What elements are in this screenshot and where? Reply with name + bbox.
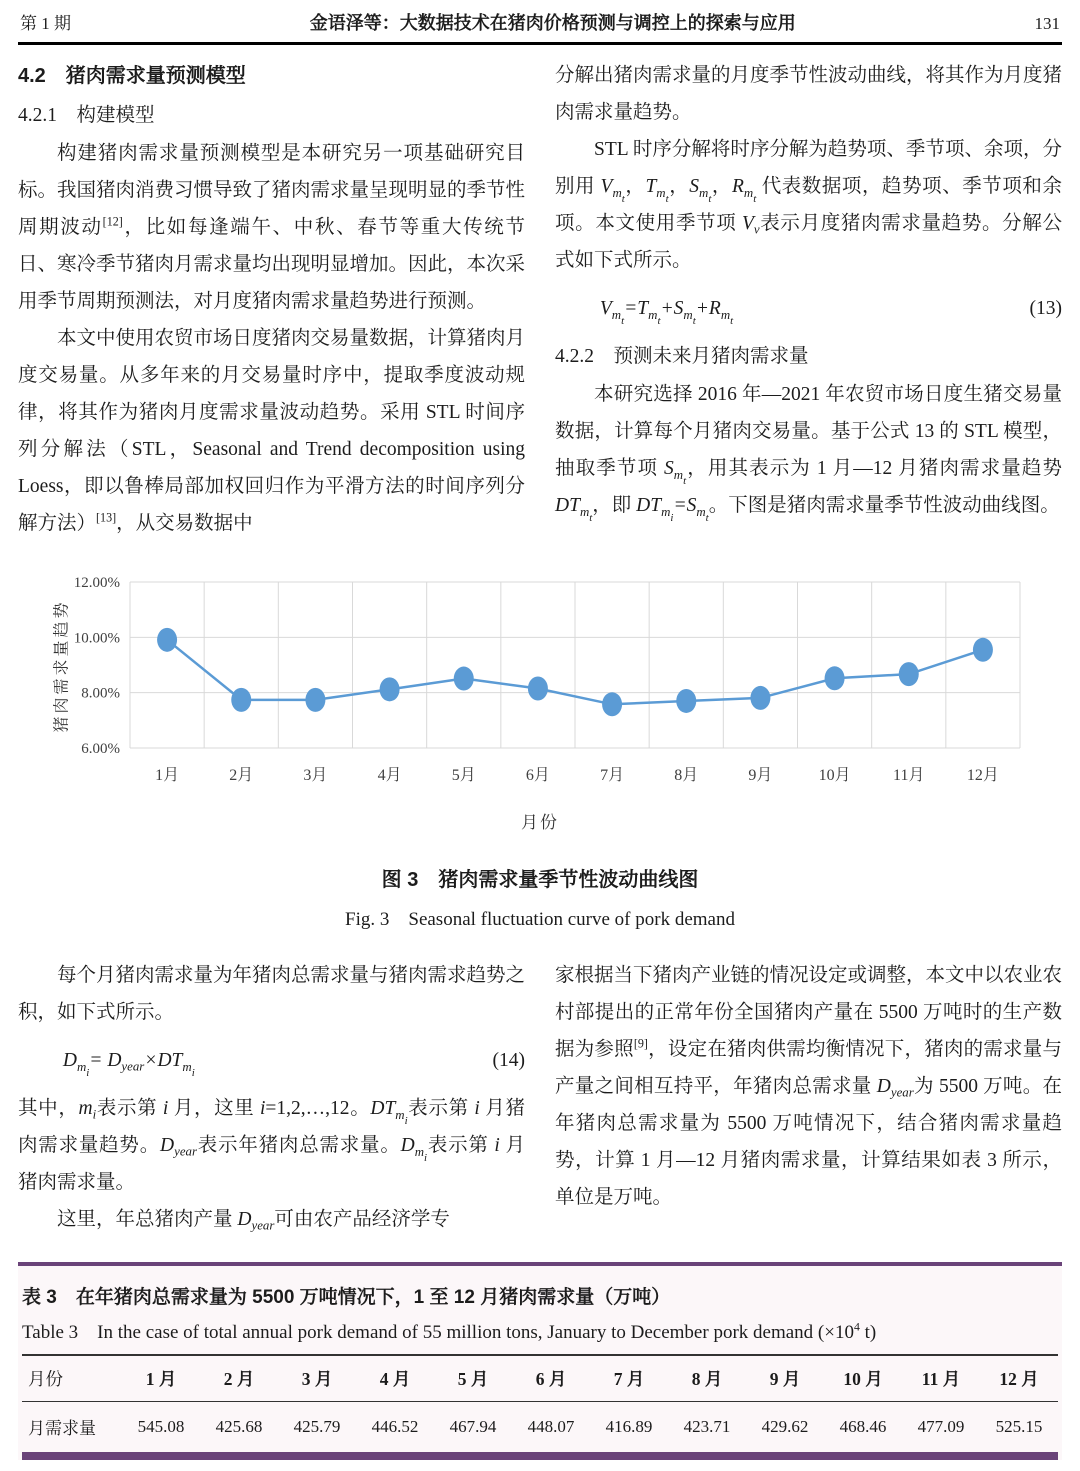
math-mi: $m_i$ [78,1098,97,1122]
figure-caption-en: Fig. 3 Seasonal fluctuation curve of pork demand [345,909,735,930]
paragraph: 构建猪肉需求量预测模型是本研究另一项基础研究目标。我国猪肉消费习惯导致了猪肉需求量呈现明显的季节性周期波动[12]，比如每逢端午、中秋、春节等重大传统节日、寒冷季节猪肉月需求量均出现明显增加。因此，本次采用季节周期预测法，对月度猪肉需求量趋势进行预测。 [18,143,526,312]
chart-y-axis-title: 猪肉需求量趋势 [53,599,71,733]
table-cell: 416.89 [605,1416,653,1436]
table-header-cell: 1 月 [145,1369,177,1389]
svg-text:10.00%: 10.00% [73,630,120,647]
chart-x-axis-title: 月份 [521,813,559,832]
svg-text:3月: 3月 [303,767,328,784]
table-header-cell: 12 月 [999,1369,1039,1389]
paragraph: 本文中使用农贸市场日度猪肉交易量数据，计算猪肉月度交易量。从多年来的月交易量时序中，提取季度波动规律，将其作为猪肉月度需求量波动趋势。采用 STL 时间序列分解法（STL，Seasonal and Trend decomposition using Loess，即以鲁棒局部加权回归作为平滑方法的时间序列分解方法）[13]，从交易数据中 [18,328,526,534]
math-Tmt: $T_{m_t}$ [645,176,669,205]
paragraph: 本研究选择 2016 年—2021 年农贸市场日度生猪交易量数据，计算每个月猪肉交易量。基于公式 13 的 STL 模型，抽取季节项 $S_{m_t}$，用其表示为 1 月—12 月猪肉需求量趋势 $DT_{m_t}$，即 $DT_{m_i}=S_{m_t}$。下图是猪肉需求量季节性波动曲线图。 [555,384,1062,524]
running-head [18,0,1062,45]
equation-14-number: (14) [492,1050,525,1071]
equation-13-body: $V_{m_t}=T_{m_t}+S_{m_t}+R_{m_t}$ [599,298,734,327]
table-cell: 545.08 [137,1416,185,1436]
page-number: 131 [1034,14,1060,33]
table-cell: 467.94 [449,1416,497,1436]
citation-13: [13] [96,510,117,525]
math-Vmt: $V_{m_t}$ [600,176,625,205]
table-header-cell: 9 月 [769,1369,801,1389]
svg-text:8月: 8月 [674,767,699,784]
left-column-lower [18,957,525,1238]
table-cell: 423.71 [683,1416,731,1436]
svg-text:6.00%: 6.00% [81,741,120,757]
citation-9: [9] [633,1036,648,1051]
math-DTmi-eq-Smt: $DT_{m_i}=S_{m_t}$ [636,495,709,524]
math-Dyear: $D_{year}$ [160,1135,197,1159]
table-caption-zh: 表 3 在年猪肉总需求量为 5500 万吨情况下，1 至 12 月猪肉需求量（万吨） [22,1287,671,1308]
svg-text:4月: 4月 [377,767,402,784]
table-cell: 425.79 [293,1416,341,1436]
subsection-heading-4-2-2: 4.2.2 预测未来月猪肉需求量 [555,346,809,367]
math-DTmi: $DT_{m_i}$ [370,1098,408,1127]
paragraph: 这里，年总猪肉产量 $D_{year}$可由农产品经济学专 [57,1209,450,1233]
math-Rmt: $R_{m_t}$ [731,176,757,205]
svg-text:5月: 5月 [451,767,476,784]
table-cell: 448.07 [527,1416,575,1436]
paragraph: 分解出猪肉需求量的月度季节性波动曲线，将其作为月度猪肉需求量趋势。 [555,65,1063,123]
citation-12: [12] [102,214,123,229]
svg-text:12月: 12月 [966,767,999,784]
paragraph: 家根据当下猪肉产业链的情况设定或调整，本文中以农业农村部提出的正常年份全国猪肉产量在 5500 万吨时的生产数据为参照[9]，设定在猪肉供需均衡情况下，猪肉的需求量与产量之间相互持平，年猪肉总需求量 $D_{year}$为 5500 万吨。在年猪肉总需求量为 5500 万吨情况下，结合猪肉需求量趋势，计算 1 月—12 月猪肉需求量，计算结果如表 3 所示，单位是万吨。 [555,965,1063,1208]
equation-13-number: (13) [1029,298,1062,319]
paragraph: 其中，$m_i$表示第 i 月，这里 i=1,2,…,12。$DT_{m_i}$表示第 i 月猪肉需求量趋势。$D_{year}$表示年猪肉总需求量。$D_{m_i}$表示第 i 月猪肉需求量。 [18,1098,525,1193]
svg-text:8.00%: 8.00% [81,685,120,702]
upper-columns [18,57,1062,542]
svg-text:12.00%: 12.00% [73,575,120,591]
table-caption-en: Table 3 In the case of total annual pork demand of 55 million tons, January to December pork demand (×10$^4$ t) [22,1320,877,1343]
math-Dmi: $D_{m_i}$ [400,1135,428,1164]
math-i: i [474,1098,480,1119]
issue-number: 第 1 期 [20,14,71,33]
table-header-cell: 月份 [28,1369,63,1389]
table-cell: 468.46 [839,1416,887,1436]
math-i: i [494,1135,500,1156]
table-header-cell: 3 月 [301,1369,333,1389]
figure-3-chart [30,560,1050,833]
table-data-row [22,1402,1058,1457]
table-3 [22,1354,1058,1460]
seasonal-fluctuation-line-chart [30,560,1050,795]
table-header-cell: 7 月 [613,1369,645,1389]
table-header-cell: 4 月 [379,1369,411,1389]
svg-text:1月: 1月 [155,767,180,784]
table-header-row [22,1355,1058,1402]
table-cell: 525.15 [995,1416,1043,1436]
equation-14-body: $D_{m_i}= D_{year}\times DT_{m_i}$ [62,1050,195,1079]
svg-text:10月: 10月 [818,767,851,784]
table-row-label: 月需求量 [28,1419,96,1438]
table-header-cell: 10 月 [843,1369,883,1389]
svg-text:2月: 2月 [229,767,254,784]
paragraph: 每个月猪肉需求量为年猪肉总需求量与猪肉需求趋势之积，如下式所示。 [18,965,526,1023]
figure-caption [18,863,1062,931]
table-header-cell: 11 月 [921,1369,961,1389]
running-title: 金语泽等：大数据技术在猪肉价格预测与调控上的探索与应用 [309,13,796,33]
table-cell: 446.52 [371,1416,419,1436]
right-column-lower [555,957,1062,1238]
table-cell: 429.62 [761,1416,809,1436]
table-cell: 425.68 [215,1416,263,1436]
table-header-cell: 6 月 [535,1369,567,1389]
svg-text:6月: 6月 [525,767,550,784]
section-heading-4-2: 4.2 猪肉需求量预测模型 [18,65,246,87]
right-column [555,57,1062,542]
table-header-cell: 5 月 [457,1369,489,1389]
math-Dyear: $D_{year}$ [237,1209,275,1233]
math-i: i [259,1098,266,1119]
paragraph: STL 时序分解将时序分解为趋势项、季节项、余项，分别用 $V_{m_t}$，$T_{m_t}$，$S_{m_t}$，$R_{m_t}$ 代表数据项，趋势项、季节项和余项。本文使用季节项 $V_v$表示月度猪肉需求量趋势。分解公式如下式所示。 [555,139,1062,271]
subsection-heading-4-2-1: 4.2.1 构建模型 [18,105,155,126]
math-i: i [162,1098,169,1119]
math-Dyear: $D_{year}$ [876,1076,914,1100]
math-DTmt: $DT_{m_t}$ [555,495,593,524]
math-Vv: $V_v$ [741,213,760,237]
equation-13 [555,290,1062,327]
table-header-cell: 8 月 [691,1369,723,1389]
table-3-block [18,1262,1062,1460]
equation-14 [18,1042,525,1079]
figure-caption-zh: 图 3 猪肉需求量季节性波动曲线图 [381,869,699,891]
svg-text:7月: 7月 [600,767,625,784]
svg-text:9月: 9月 [748,767,773,784]
svg-text:11月: 11月 [893,767,925,784]
math-Smt: $S_{m_t}$ [664,458,687,487]
left-column [18,57,525,542]
table-cell: 477.09 [917,1416,965,1436]
table-header-cell: 2 月 [223,1369,255,1389]
math-Smt: $S_{m_t}$ [689,176,712,205]
lower-columns [18,957,1062,1238]
